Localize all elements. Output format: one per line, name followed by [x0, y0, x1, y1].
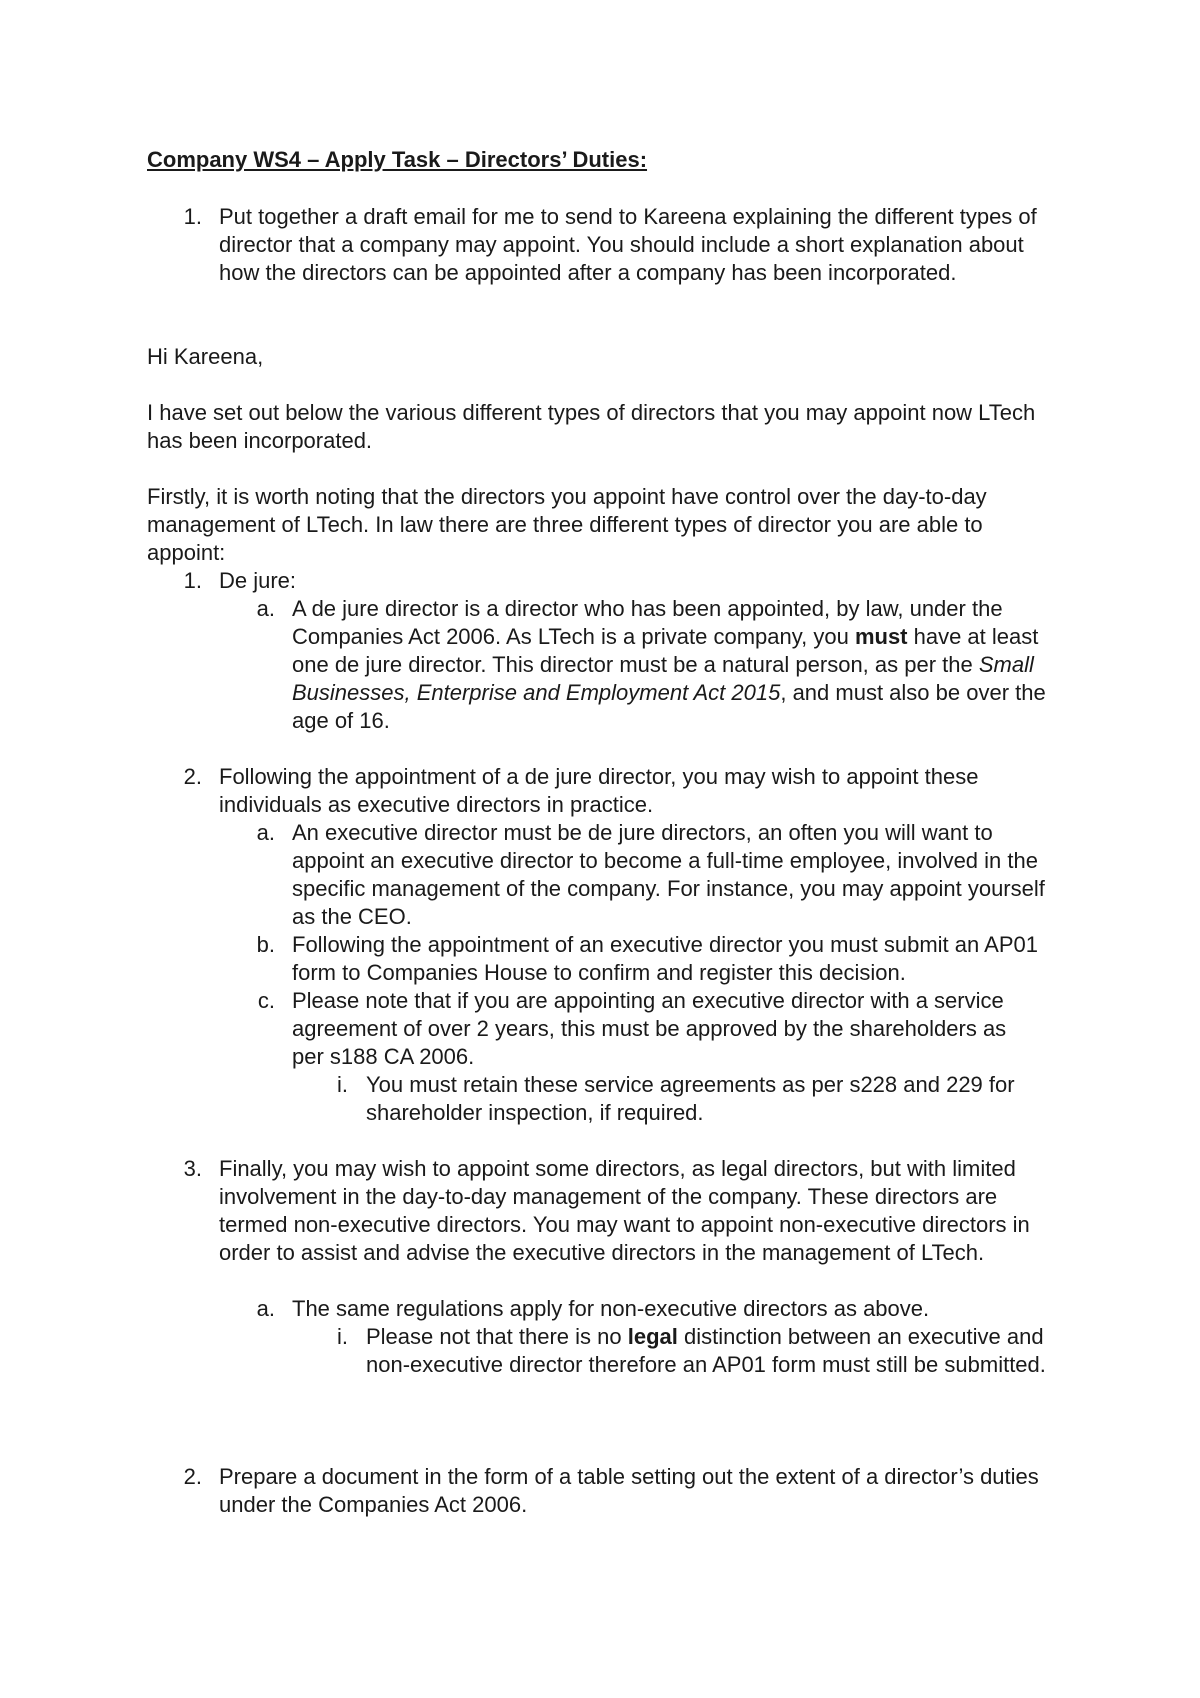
item-1a-marker: a. [256, 596, 275, 621]
item-3-text: Finally, you may wish to appoint some directors, as legal directors, but with limited involvement in the day-to-day management of the company. These directors are termed non-executive directors. You may want to appoint non-executive directors in order to assist and advise the executive directors in the management of LTech. [219, 1156, 1030, 1265]
item-2ci-marker: i. [337, 1072, 348, 1097]
email-intro: I have set out below the various different types of directors that you may appoint now LTech has been incorporated. [147, 400, 1036, 453]
item-2b-marker: b. [256, 932, 275, 957]
item-1-label: De jure: [219, 568, 297, 593]
item-3-number: 3. [183, 1156, 202, 1181]
email-greeting: Hi Kareena, [147, 344, 264, 369]
item-1a-text: A de jure director is a director who has been appointed, by law, under the Companies Act 2006. As LTech is a private company, you must have at least one de jure director. This director must be a natural person, as per the Small Businesses, Enterprise and Employment Act 2015, and must also be over the age of 16. [292, 596, 1046, 733]
item-2c-text: Please note that if you are appointing an executive director with a service agreement of over 2 years, this must be approved by the shareholders as per s188 CA 2006. [292, 988, 1007, 1069]
item-2-number: 2. [183, 764, 202, 789]
task-1-number: 1. [183, 204, 202, 229]
task-2-text: Prepare a document in the form of a table setting out the extent of a director’s duties under the Companies Act 2006. [219, 1464, 1039, 1517]
item-1-number: 1. [183, 568, 202, 593]
item-2b-text: Following the appointment of an executive director you must submit an AP01 form to Companies House to confirm and register this decision. [292, 932, 1038, 985]
item-3ai-text: Please not that there is no legal distinction between an executive and non-executive director therefore an AP01 form must still be submitted. [366, 1324, 1046, 1377]
document-title: Company WS4 – Apply Task – Directors’ Duties: [147, 147, 648, 172]
item-3ai-marker: i. [337, 1324, 348, 1349]
email-firstly-paragraph: Firstly, it is worth noting that the directors you appoint have control over the day-to-day management of LTech. In law there are three different types of director you are able to appoint: [147, 484, 987, 565]
item-2-text: Following the appointment of a de jure director, you may wish to appoint these individuals as executive directors in practice. [219, 764, 979, 817]
item-3a-marker: a. [256, 1296, 275, 1321]
task-2-number: 2. [183, 1464, 202, 1489]
emphasis-must: must [854, 624, 908, 649]
item-2ci-text: You must retain these service agreements as per s228 and 229 for shareholder inspection, if required. [366, 1072, 1015, 1125]
item-2c-marker: c. [257, 988, 275, 1013]
item-2a-marker: a. [256, 820, 275, 845]
item-2a-text: An executive director must be de jure directors, an often you will want to appoint an executive director to become a full-time employee, involved in the specific management of the company. For instance, you may appoint yourself as the CEO. [292, 820, 1045, 929]
act-citation: Small Businesses, Enterprise and Employment Act 2015 [292, 652, 1034, 705]
emphasis-legal: legal [627, 1324, 678, 1349]
task-1-text: Put together a draft email for me to send to Kareena explaining the different types of director that a company may appoint. You should include a short explanation about how the directors can be appointed after a company has been incorporated. [219, 204, 1037, 285]
item-3a-text: The same regulations apply for non-executive directors as above. [292, 1296, 930, 1321]
